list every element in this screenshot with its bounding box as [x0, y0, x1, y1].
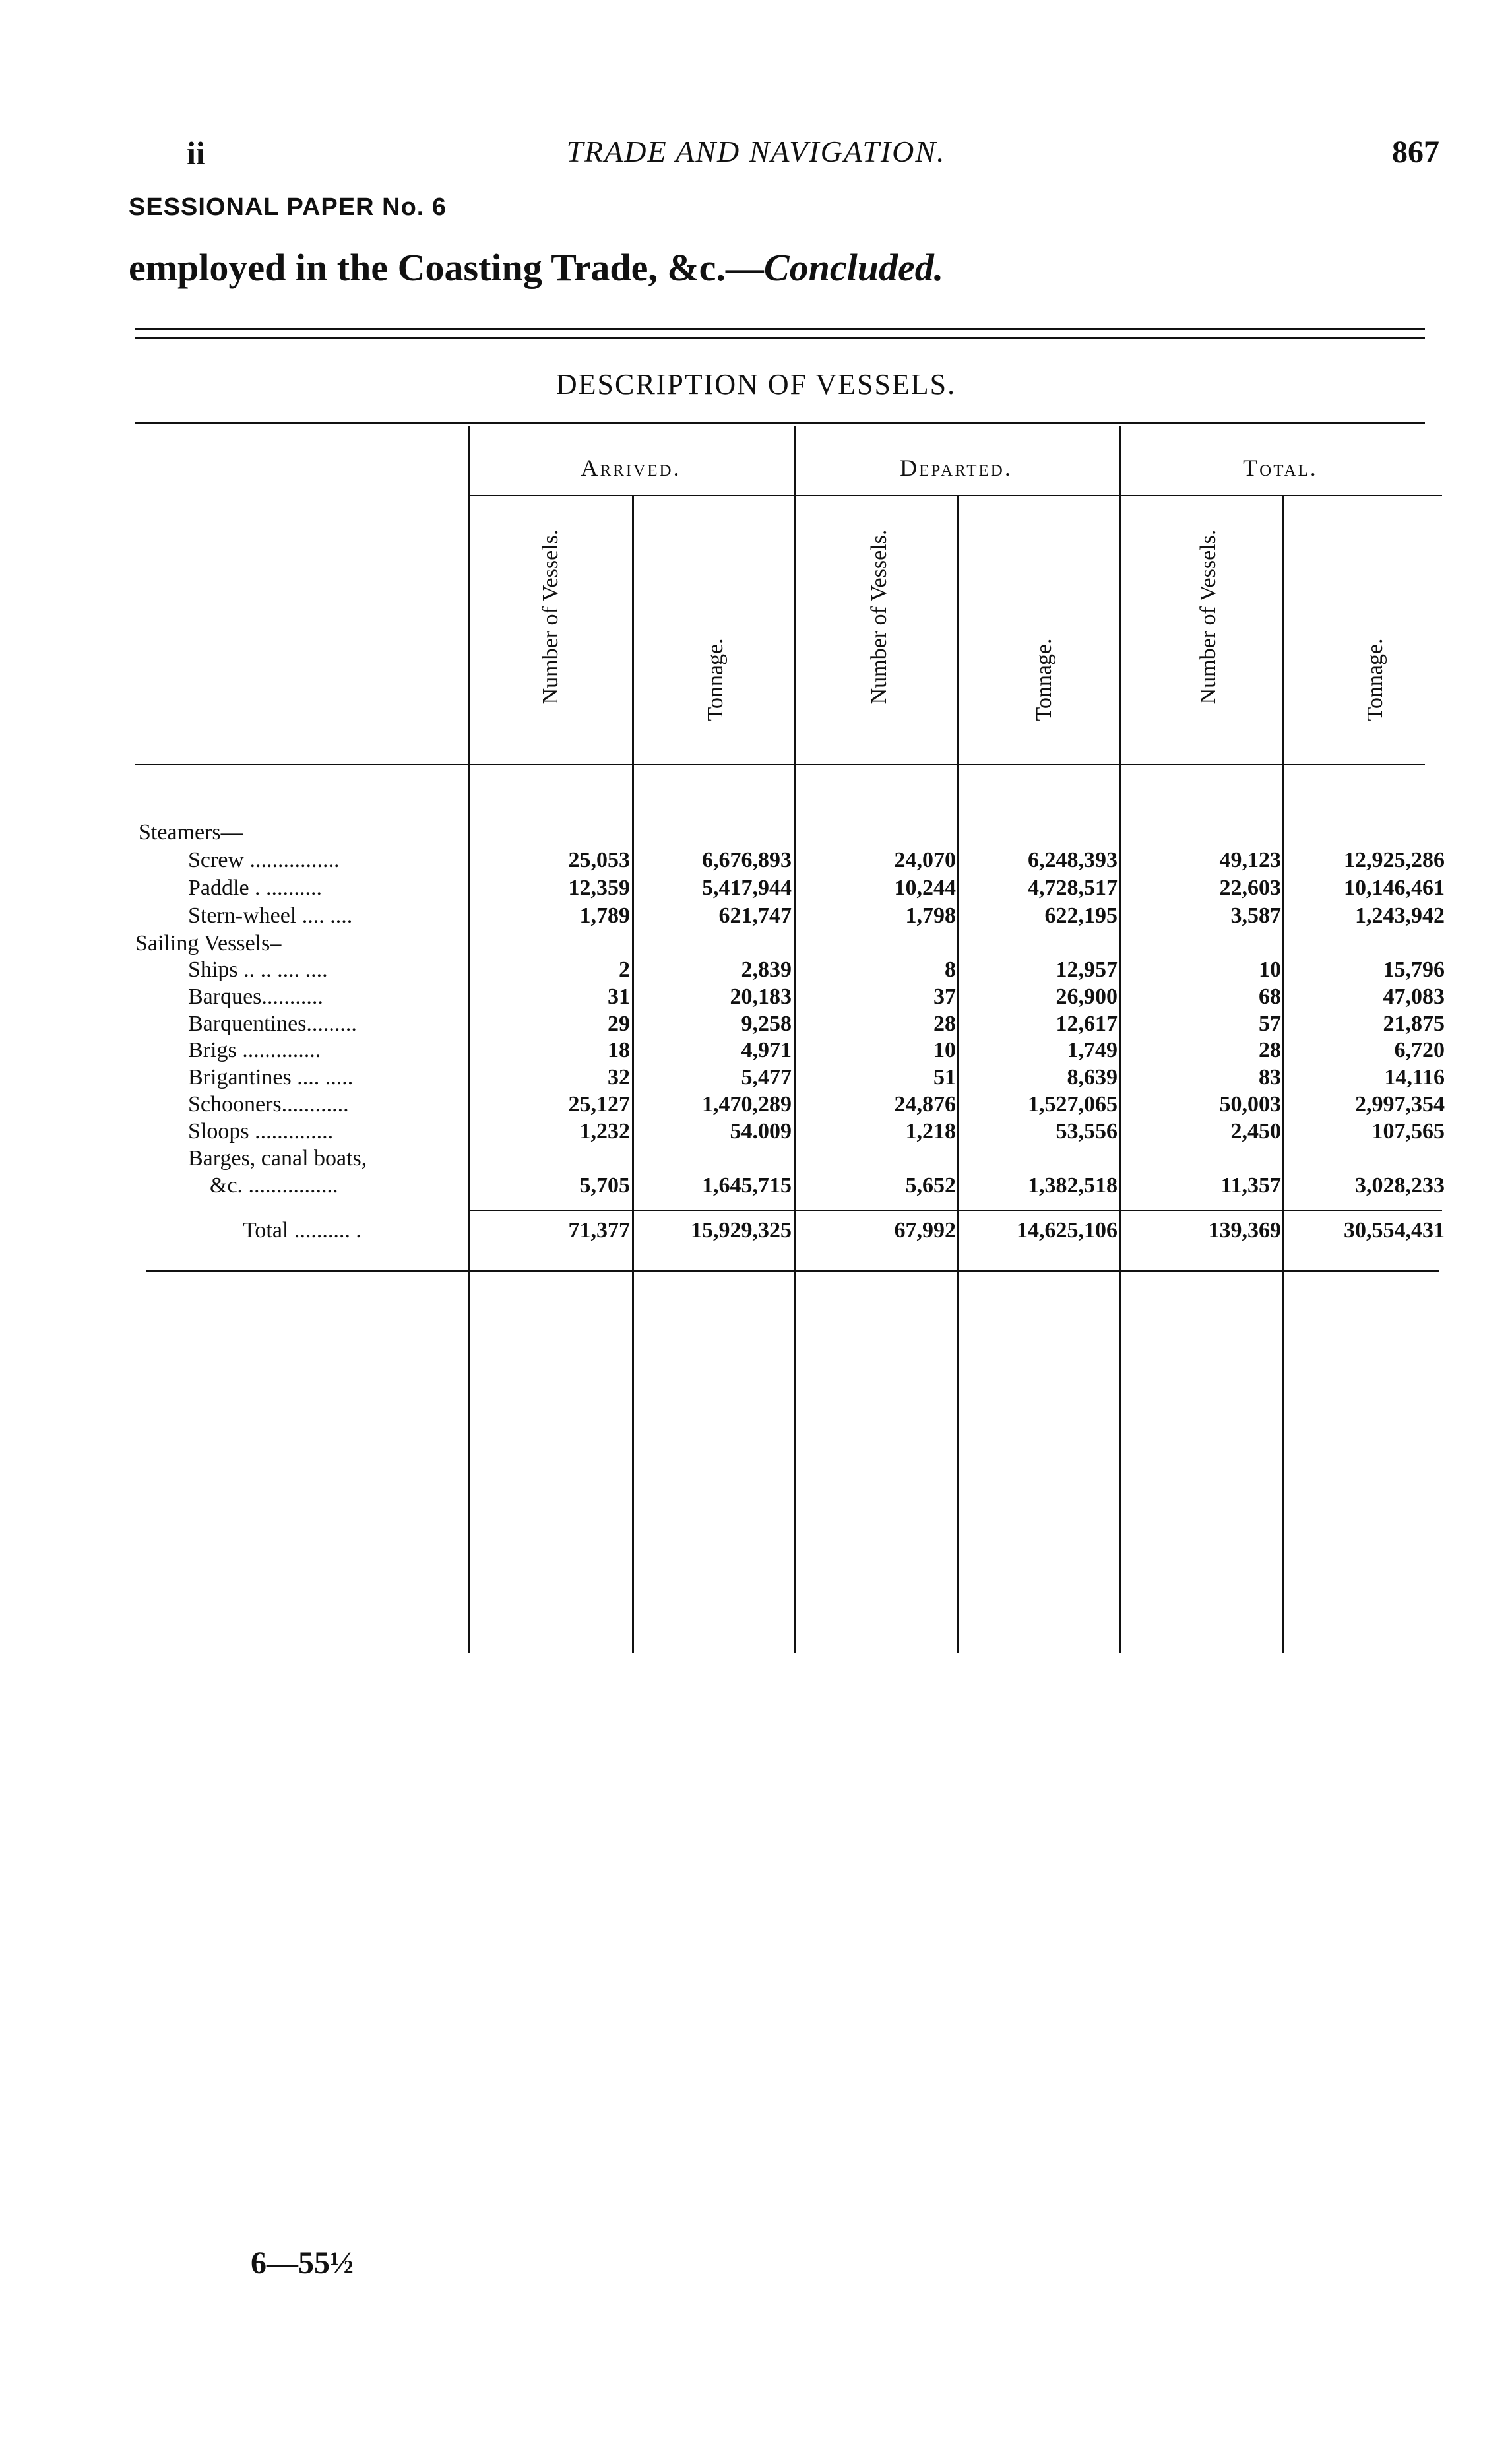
cell-value: 5,652: [905, 1173, 956, 1198]
cell-value: 10: [1259, 957, 1281, 982]
row-label-text: Sloops: [188, 1119, 249, 1144]
row-label: [188, 986, 323, 1008]
cell-value: 8,639: [1067, 1065, 1118, 1089]
colhead-arrived-vessels: Number of Vessels.: [538, 529, 563, 705]
cell-value: 24,876: [894, 1092, 956, 1117]
subtitle-concluded: Concluded.: [763, 246, 944, 289]
row-label: [188, 849, 339, 872]
cell-value: 2,839: [741, 957, 792, 982]
total-value: 14,625,106: [1017, 1218, 1118, 1243]
cell-value: 1,798: [905, 903, 956, 928]
column-divider: [468, 426, 470, 1653]
section-label-steamers: Steamers—: [139, 820, 243, 845]
total-value: 15,929,325: [691, 1218, 792, 1243]
page-number: 867: [1392, 135, 1439, 170]
column-divider: [632, 496, 634, 1653]
leader-dots: .. .. .... ....: [237, 957, 328, 982]
row-label: [188, 1039, 321, 1062]
cell-value: 1,645,715: [702, 1173, 792, 1198]
cell-value: 12,957: [1055, 957, 1118, 982]
leader-dots: .........: [306, 1012, 357, 1036]
row-label-text: Screw: [188, 848, 244, 872]
cell-value: 2,997,354: [1355, 1092, 1445, 1117]
cell-value: 10,244: [894, 876, 956, 900]
cell-value: 57: [1259, 1012, 1281, 1036]
cell-value: 25,127: [568, 1092, 630, 1117]
column-divider: [1119, 426, 1121, 1653]
cell-value: 12,925,286: [1344, 848, 1445, 872]
group-arrived: Arrived.: [581, 455, 681, 481]
row-label-text: Barges, canal boats,: [188, 1146, 367, 1171]
row-label-text: &c.: [210, 1173, 243, 1198]
leader-dots: ..............: [236, 1038, 321, 1062]
cell-value: 22,603: [1219, 876, 1281, 900]
cell-value: 37: [933, 985, 956, 1009]
cell-value: 5,477: [741, 1065, 792, 1089]
cell-value: 2: [619, 957, 630, 982]
row-label: [188, 959, 328, 981]
row-label-text: Paddle: [188, 876, 249, 900]
cell-value: 9,258: [741, 1012, 792, 1036]
cell-value: 14,116: [1384, 1065, 1445, 1089]
row-label: [188, 1093, 349, 1116]
cell-value: 6,248,393: [1028, 848, 1118, 872]
cell-value: 1,470,289: [702, 1092, 792, 1117]
total-value: 30,554,431: [1344, 1218, 1445, 1243]
row-label-text: Schooners: [188, 1092, 282, 1117]
cell-value: 10,146,461: [1344, 876, 1445, 900]
row-label-text: Brigantines: [188, 1065, 292, 1089]
leader-dots: . ..........: [249, 876, 323, 900]
cell-value: 21,875: [1383, 1012, 1445, 1036]
top-rule-second: [135, 337, 1425, 339]
colhead-total-tonnage: Tonnage.: [1363, 638, 1387, 721]
cell-value: 8: [945, 957, 956, 982]
column-divider: [1282, 496, 1284, 1653]
leader-dots: ................: [243, 848, 340, 872]
running-title: TRADE AND NAVIGATION.: [566, 135, 946, 168]
group-total: Total.: [1243, 455, 1318, 481]
description-rule: [135, 422, 1425, 424]
row-label: [188, 877, 322, 899]
cell-value: 10: [933, 1038, 956, 1062]
row-label-text: Ships: [188, 957, 238, 982]
cell-value: 3,587: [1230, 903, 1281, 928]
cell-value: 11,357: [1220, 1173, 1281, 1198]
colhead-departed-vessels: Number of Vessels.: [867, 529, 891, 705]
cell-value: 1,789: [579, 903, 630, 928]
sessional-paper-label: SESSIONAL PAPER No. 6: [129, 193, 447, 221]
cell-value: 1,243,942: [1355, 903, 1445, 928]
group-rule: [468, 495, 1442, 496]
cell-value: 6,720: [1394, 1038, 1445, 1062]
cell-value: 28: [1259, 1038, 1281, 1062]
leader-dots: .... .....: [291, 1065, 354, 1089]
cell-value: 6,676,893: [702, 848, 792, 872]
cell-value: 2,450: [1230, 1119, 1281, 1144]
cell-value: 68: [1259, 985, 1281, 1009]
leader-dots: ...........: [261, 985, 323, 1009]
leader-dots: .... ....: [296, 903, 353, 928]
top-rule: [135, 328, 1425, 330]
cell-value: 1,218: [905, 1119, 956, 1144]
row-label-text: Brigs: [188, 1038, 237, 1062]
leader-dots: ............: [281, 1092, 349, 1117]
cell-value: 53,556: [1055, 1119, 1118, 1144]
total-rule: [468, 1210, 1442, 1211]
cell-value: 50,003: [1219, 1092, 1281, 1117]
row-label: [188, 1120, 333, 1143]
colhead-departed-tonnage: Tonnage.: [1032, 638, 1056, 721]
cell-value: 1,527,065: [1028, 1092, 1118, 1117]
cell-value: 25,053: [568, 848, 630, 872]
cell-value: 12,359: [568, 876, 630, 900]
row-label-text: Stern-wheel: [188, 903, 297, 928]
cell-value: 83: [1259, 1065, 1281, 1089]
page-signature: 6—55½: [251, 2246, 354, 2281]
total-value: 71,377: [568, 1218, 630, 1243]
row-label: [188, 1013, 357, 1035]
cell-value: 24,070: [894, 848, 956, 872]
table-description-heading: DESCRIPTION OF VESSELS.: [555, 368, 957, 401]
cell-value: 622,195: [1044, 903, 1118, 928]
cell-value: 20,183: [730, 985, 792, 1009]
cell-value: 54.009: [730, 1119, 792, 1144]
cell-value: 621,747: [718, 903, 792, 928]
section-label-sailing: Sailing Vessels–: [135, 931, 282, 955]
total-label-text: Total: [243, 1218, 289, 1243]
cell-value: 107,565: [1371, 1119, 1445, 1144]
total-label: [243, 1219, 362, 1242]
leader-dots: ..............: [249, 1119, 334, 1144]
cell-value: 18: [608, 1038, 630, 1062]
bottom-rule: [146, 1270, 1439, 1272]
cell-value: 15,796: [1383, 957, 1445, 982]
cell-value: 28: [933, 1012, 956, 1036]
row-label-text: Barquentines: [188, 1012, 307, 1036]
page-roman-numeral: ii: [187, 135, 205, 172]
cell-value: 4,971: [741, 1038, 792, 1062]
cell-value: 1,232: [579, 1119, 630, 1144]
cell-value: 1,382,518: [1028, 1173, 1118, 1198]
column-divider: [957, 496, 959, 1653]
cell-value: 1,749: [1067, 1038, 1118, 1062]
leader-dots: ................: [243, 1173, 338, 1198]
row-label: [210, 1175, 338, 1197]
cell-value: 5,417,944: [702, 876, 792, 900]
total-value: 139,369: [1208, 1218, 1281, 1243]
cell-value: 29: [608, 1012, 630, 1036]
cell-value: 47,083: [1383, 985, 1445, 1009]
row-label: [188, 905, 352, 927]
cell-value: 32: [608, 1065, 630, 1089]
row-label: [188, 1066, 353, 1089]
colhead-total-vessels: Number of Vessels.: [1196, 529, 1220, 705]
row-label-text: Barques: [188, 985, 262, 1009]
cell-value: 5,705: [579, 1173, 630, 1198]
group-departed: Departed.: [900, 455, 1013, 481]
cell-value: 51: [933, 1065, 956, 1089]
total-value: 67,992: [894, 1218, 956, 1243]
cell-value: 3,028,233: [1355, 1173, 1445, 1198]
cell-value: 12,617: [1055, 1012, 1118, 1036]
cell-value: 31: [608, 985, 630, 1009]
cell-value: 4,728,517: [1028, 876, 1118, 900]
cell-value: 49,123: [1219, 848, 1281, 872]
page-subtitle: [129, 245, 943, 290]
colhead-arrived-tonnage: Tonnage.: [703, 638, 728, 721]
column-head-rule: [135, 764, 1425, 765]
leader-dots: .......... .: [288, 1218, 362, 1243]
column-divider: [794, 426, 796, 1653]
cell-value: 26,900: [1055, 985, 1118, 1009]
subtitle-main: employed in the Coasting Trade, &c.—: [129, 246, 764, 289]
row-label: [188, 1148, 367, 1170]
